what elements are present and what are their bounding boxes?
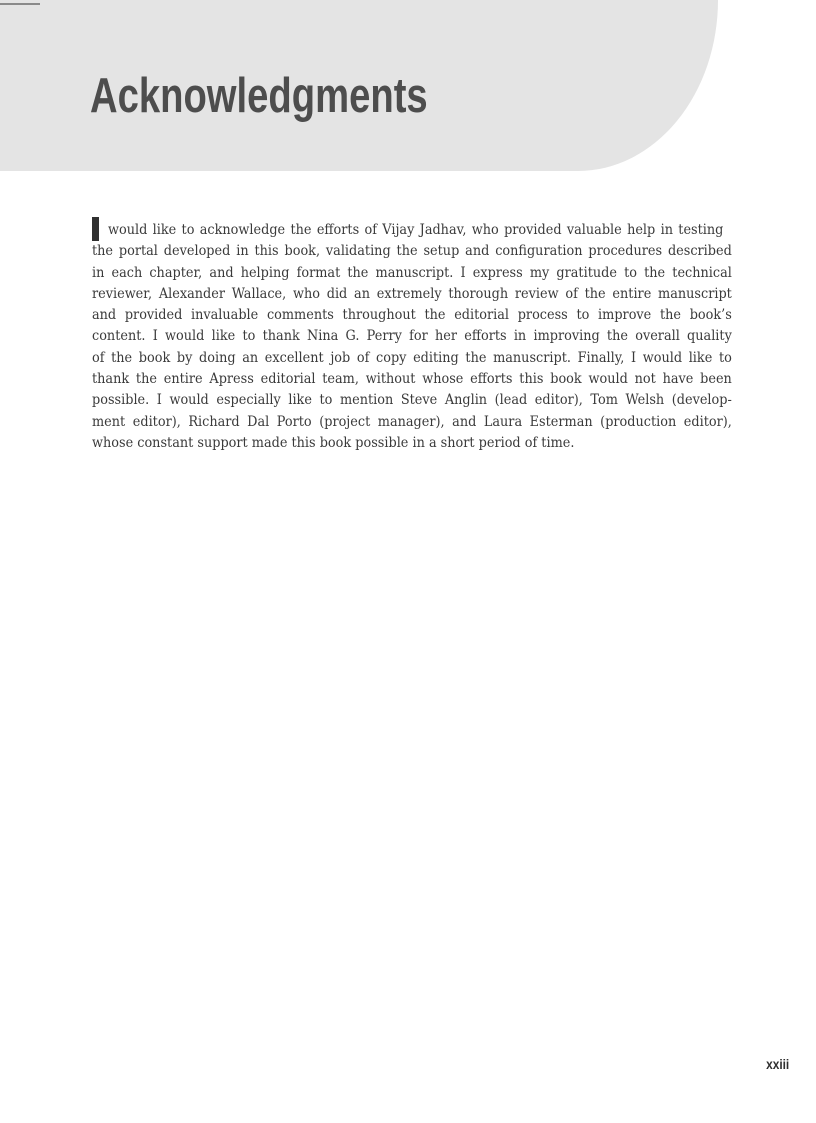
paragraph-line: content. I would like to thank Nina G. Perry for her efforts in improving the overall quality: [92, 328, 732, 345]
first-line: [92, 220, 732, 241]
paragraph-line: ment editor), Richard Dal Porto (project manager), and Laura Esterman (production editor),: [92, 413, 732, 430]
paragraph-line: whose constant support made this book possible in a short period of time.: [92, 434, 575, 451]
paragraph-line: the portal developed in this book, validating the setup and configuration procedures described: [92, 243, 732, 260]
corner-rule: [0, 3, 40, 5]
paragraph-line: of the book by doing an excellent job of copy editing the manuscript. Finally, I would like to: [92, 349, 732, 366]
paragraph-line: would like to acknowledge the efforts of Vijay Jadhav, who provided valuable help in testing: [108, 222, 724, 238]
page-number: xxiii: [765, 1056, 789, 1072]
paragraph-line: in each chapter, and helping format the manuscript. I express my gratitude to the technical: [92, 264, 732, 281]
paragraph-line: reviewer, Alexander Wallace, who did an extremely thorough review of the entire manuscript: [92, 285, 732, 302]
paragraph-line: thank the entire Apress editorial team, without whose efforts this book would not have been: [92, 371, 732, 388]
acknowledgments-paragraph: [92, 220, 732, 454]
paragraph-line: possible. I would especially like to mention Steve Anglin (lead editor), Tom Welsh (develop-: [92, 392, 732, 409]
drop-cap: [92, 217, 99, 241]
paragraph-line: and provided invaluable comments throughout the editorial process to improve the book’s: [92, 307, 732, 324]
chapter-title: Acknowledgments: [90, 69, 428, 123]
